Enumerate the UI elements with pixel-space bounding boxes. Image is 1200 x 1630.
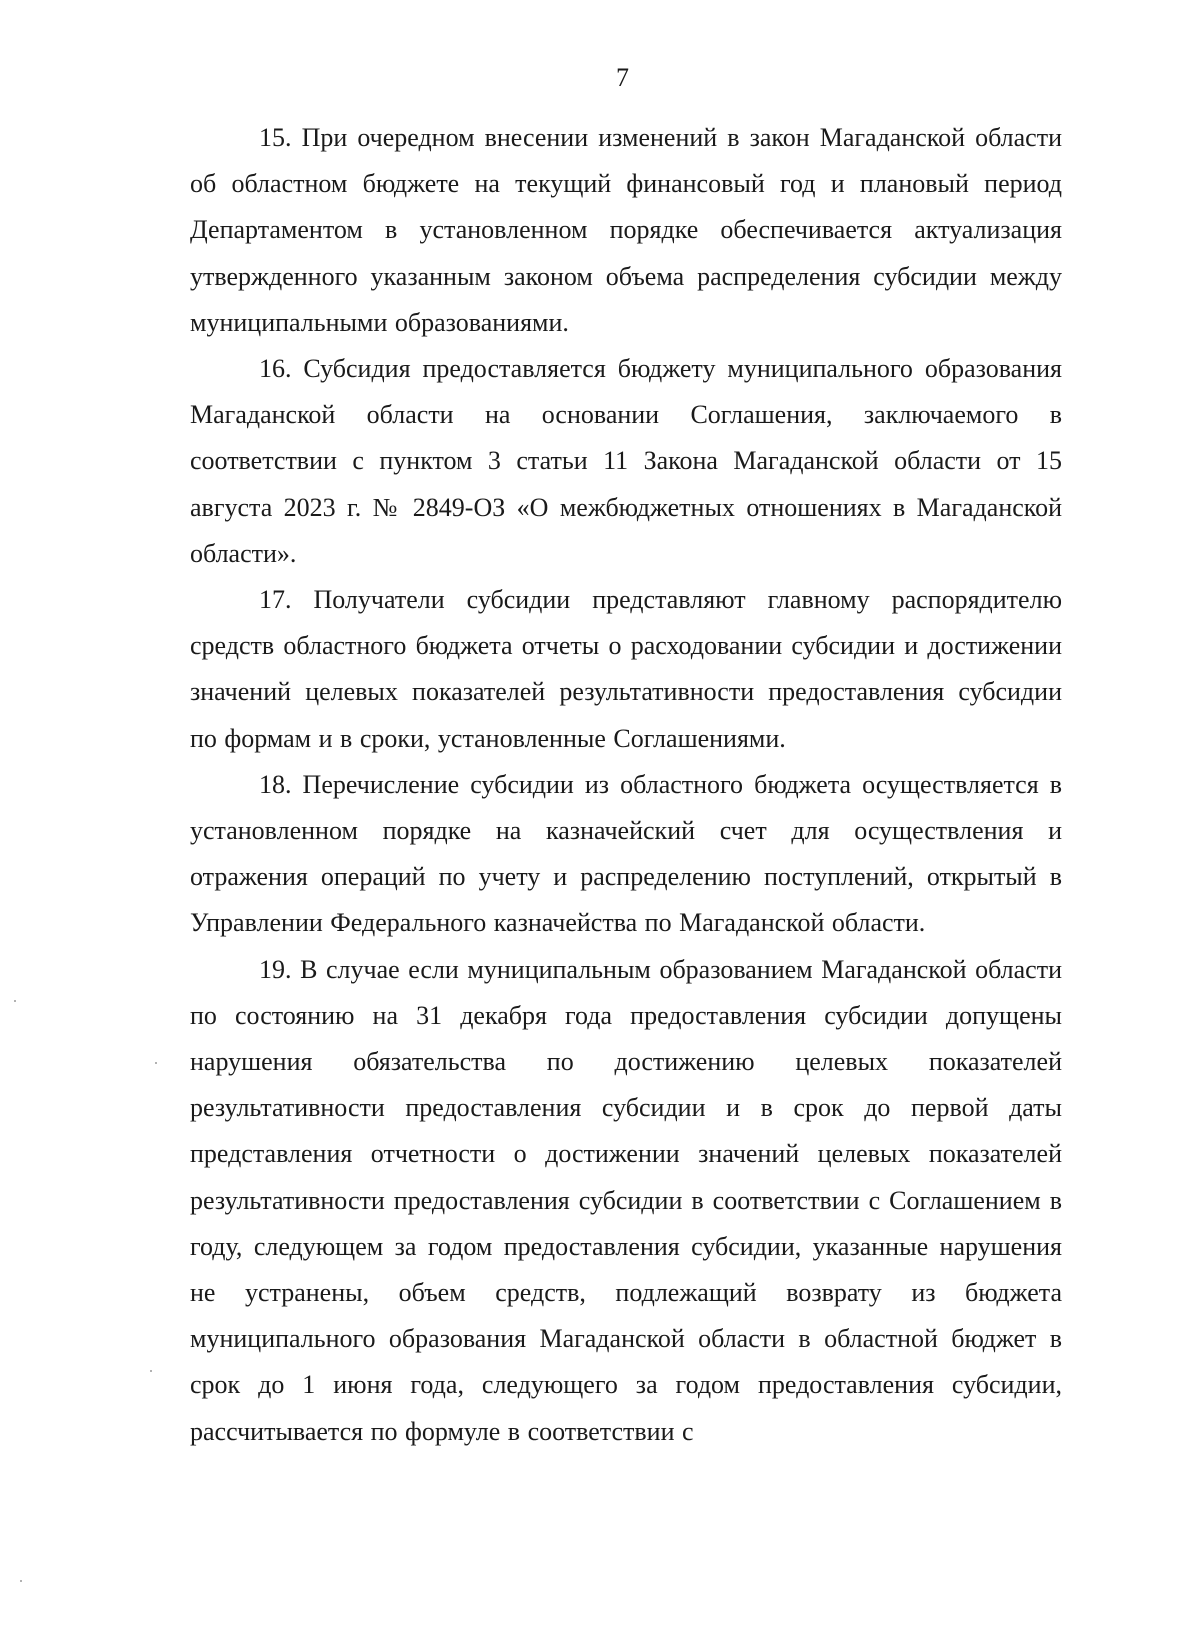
- page-number: 7: [616, 63, 629, 92]
- paragraph-18: 18. Перечисление субсидии из областного бюджета осуществляется в установленном порядке на казначейский счет для осуществления и отражения операций по учету и распределению поступлений, открытый в Управлении Федерального казначейства по Магаданской области.: [190, 769, 1062, 938]
- paragraph-15: 15. При очередном внесении изменений в закон Магаданской области об областном бюджете на текущий финансовый год и плановый период Департаментом в установленном порядке обеспечивается актуализация утвержденного указанным законом объема распределения субсидии между муниципальными образованиями.: [190, 123, 1062, 337]
- scan-speck: [150, 1370, 152, 1372]
- paragraph-19: 19. В случае если муниципальным образованием Магаданской области по состоянию на 31 декабря года предоставления субсидии допущены нарушения обязательства по достижению целевых показателей результативности предоставления субсидии и в срок до первой даты представления отчетности о достижении значений целевых показателей результативности предоставления субсидии в соответствии с Соглашением в году, следующем за годом предоставления субсидии, указанные нарушения не устранены, объем средств, подлежащий возврату из бюджета муниципального образования Магаданской области в областной бюджет в срок до 1 июня года, следующего за годом предоставления субсидии, рассчитывается по формуле в соответствии с: [190, 954, 1062, 1446]
- scan-speck: [14, 1000, 16, 1002]
- paragraph-17: 17. Получатели субсидии представляют главному распорядителю средств областного бюджета отчеты о расходовании субсидии и достижении значений целевых показателей результативности предоставления субсидии по формам и в сроки, установленные Соглашениями.: [190, 585, 1062, 753]
- scan-speck: [20, 1580, 22, 1582]
- document-body: [190, 115, 1062, 1455]
- scan-speck: [155, 1062, 157, 1064]
- paragraph-16: 16. Субсидия предоставляется бюджету муниципального образования Магаданской области на основании Соглашения, заключаемого в соответствии с пунктом 3 статьи 11 Закона Магаданской области от 15 августа 2023 г. № 2849-ОЗ «О межбюджетных отношениях в Магаданской области».: [190, 354, 1062, 568]
